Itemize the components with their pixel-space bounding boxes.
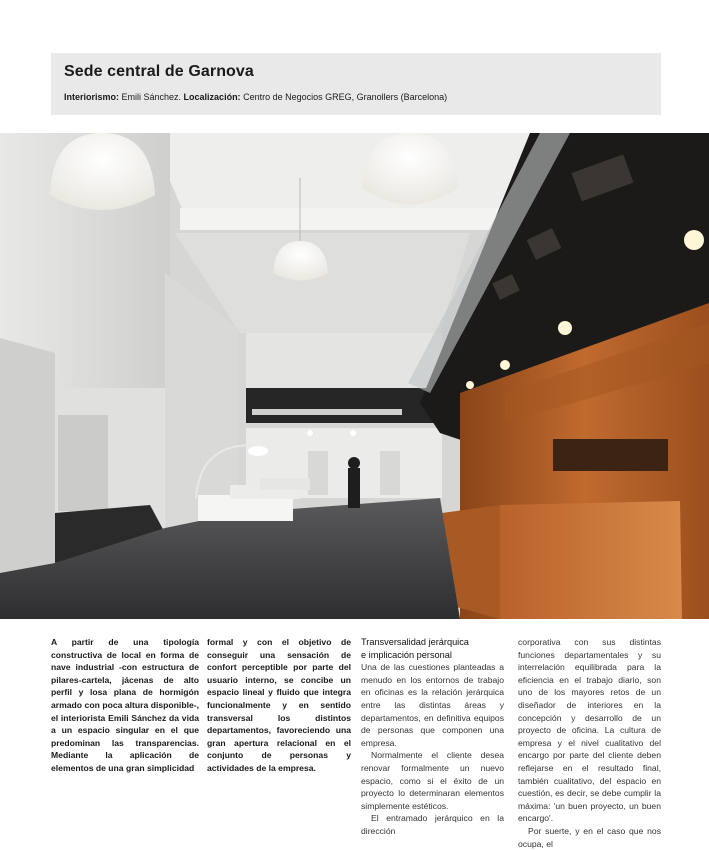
office-lobby-photo bbox=[0, 133, 709, 619]
column-3 bbox=[361, 636, 504, 838]
interiorismo-label: Interiorismo: bbox=[64, 92, 120, 102]
column-2-text: formal y con el objetivo de conseguir una sensación de confort perceptible por parte del usuario interno, se concibe un espacio lineal y fluido que integra funcionalmente y en sentido transversal los distintos departamentos, favoreciendo una gran apertura relacional en el conjunto de personas y actividades de la empresa. bbox=[207, 637, 351, 773]
column-3-subhead-2: e implicación personal bbox=[361, 649, 452, 660]
interiorismo-value: Emili Sánchez. bbox=[119, 92, 184, 102]
localizacion-label: Localización: bbox=[183, 92, 241, 102]
article-title: Sede central de Garnova bbox=[64, 63, 254, 80]
column-3-subhead-1: Transversalidad jerárquica bbox=[361, 637, 469, 647]
column-4 bbox=[518, 636, 661, 850]
localizacion-value: Centro de Negocios GREG, Granollers (Barcelona) bbox=[240, 92, 448, 102]
column-3-paragraph-2: Normalmente el cliente desea renovar formalmente un nuevo espacio, como si el éxito de un proyecto lo determinaran elementos simplemente estéticos. bbox=[361, 750, 504, 811]
credits-line bbox=[64, 92, 447, 102]
column-2 bbox=[207, 636, 351, 775]
column-1 bbox=[51, 636, 199, 775]
column-3-paragraph-3: El entramado jerárquico en la dirección bbox=[361, 813, 504, 836]
column-1-text: A partir de una tipología constructiva de local en forma de nave industrial -con estructura de pilares-cartela, jácenas de alto perfil y losa plana de hormigón armado con poca altura disponible-, el interiorista Emili Sánchez da vida a un espacio singular en el que predominan las transparencias. Mediante la aplicación de elementos de una gran simplicidad bbox=[51, 637, 199, 773]
column-4-paragraph-1: corporativa con sus distintas funciones departamentales y su interrelación equilibrada para la eficiencia en el trabajo diario, son uno de los mayores retos de un diseñador de interiores en la concepción y desarrollo de un proyecto de oficina. La cultura de empresa y el nivel cualitativo del encargo por parte del cliente deben reflejarse en el resultado final, también cualitativo, del espacio en cuestión, es decir, se debe cumplir la máxima: 'un buen proyecto, un buen encargo'. bbox=[518, 637, 661, 824]
column-3-paragraph-1: Una de las cuestiones planteadas a menudo en los entornos de trabajo en oficinas es la relación jerárquica entre las distintas áreas y departamentos, en definitiva equipos de personas que componen una empresa. bbox=[361, 662, 504, 748]
column-4-paragraph-2: Por suerte, y en el caso que nos ocupa, el bbox=[518, 825, 661, 849]
